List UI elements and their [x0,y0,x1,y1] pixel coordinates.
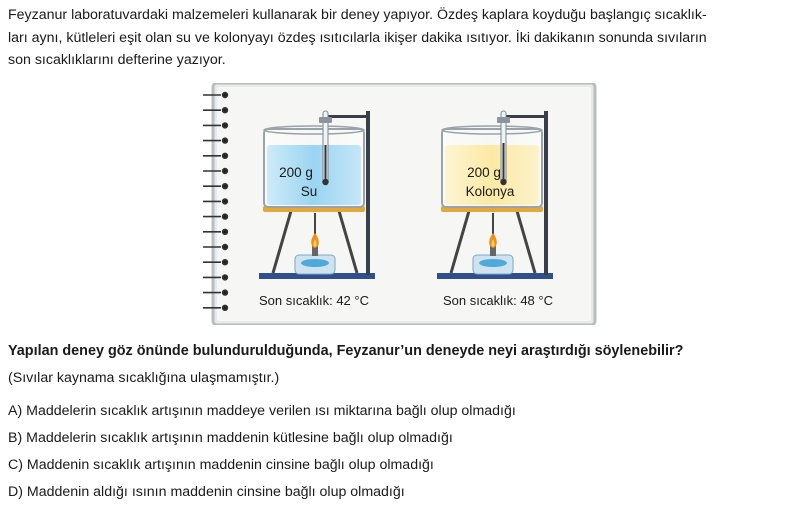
right-setup [437,111,553,308]
intro-line-1: Feyzanur laboratuvardaki malzemeleri kullanarak bir deney yapıyor. Özdeş kaplara koyduğu başlangıç sıcaklık- [8,7,707,23]
left-liquid-label: Su [300,184,318,199]
right-final-temp: Son sıcaklık: 48 °C [443,293,553,308]
option-c[interactable]: C) Maddenin sıcaklık artışının maddenin cinsine bağlı olup olmadığı [8,457,434,473]
spiral-hole [223,138,228,143]
spiral-hole [223,275,228,280]
spiral-hole [223,184,228,189]
spiral-hole [223,169,228,174]
spiral-hole [223,123,228,128]
spiral-hole [223,214,228,219]
spiral-hole [223,93,228,98]
spiral-hole [223,260,228,265]
left-mass-label: 200 g [279,165,313,180]
spiral-hole [223,305,228,310]
option-d[interactable]: D) Maddenin aldığı ısının maddenin cinsine bağlı olup olmadığı [8,484,405,500]
experiment-figure [201,83,597,325]
intro-line-3: son sıcaklıklarını defterine yazıyor. [8,52,226,69]
spiral-hole [223,245,228,250]
spiral-hole [223,290,228,295]
option-b[interactable]: B) Maddelerin sıcaklık artışının maddenin kütlesine bağlı olup olmadığı [8,430,453,446]
question-text: Yapılan deney göz önünde bulundurulduğunda, Feyzanur’un deneyde neyi araştırdığı söylenebilir? [8,343,684,359]
right-liquid-label: Kolonya [465,184,515,199]
spiral-hole [223,199,228,204]
question-note: (Sıvılar kaynama sıcaklığına ulaşmamıştır.) [8,370,280,386]
intro-line-2: ları aynı, kütleleri eşit olan su ve kolonyayı özdeş ısıtıcılarla ikişer dakika ısıtıyor. İki dakikanın sonunda sıvıların [8,29,707,46]
spiral-hole [223,229,228,234]
spiral-hole [223,153,228,158]
left-setup [259,111,375,308]
spiral-hole [223,108,228,113]
left-final-temp: Son sıcaklık: 42 °C [259,293,369,308]
option-a[interactable]: A) Maddelerin sıcaklık artışının maddeye verilen ısı miktarına bağlı olup olmadığı [8,403,516,419]
right-mass-label: 200 g [467,165,501,180]
spiral-binding [203,93,227,311]
intro-paragraph [8,4,798,72]
